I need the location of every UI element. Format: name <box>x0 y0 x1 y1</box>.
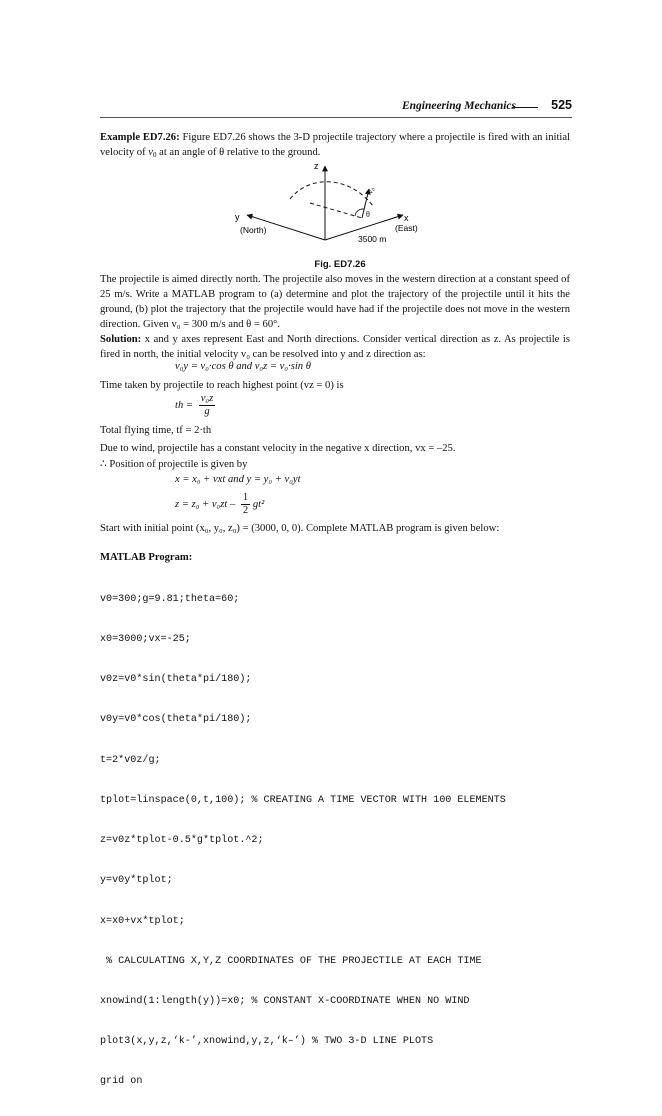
code-line: x=x0+vx*tplot; <box>100 915 185 927</box>
code-line: t=2*v0z/g; <box>100 754 161 766</box>
v0-subscript: 0 <box>152 151 157 159</box>
z-label: z <box>314 161 319 171</box>
solution-text: x and y axes represent East and North directions. Consider vertical direction as z. As projectile is fired in north, the initial velocity v₀ can be resolved into y and z direction as: <box>100 334 570 360</box>
theta-label: θ <box>366 210 370 219</box>
start-point-text: Start with initial point (x₀, y₀, z₀) = (3000, 0, 0). Complete MATLAB program is given below: <box>100 523 500 534</box>
position-equation-xy: x = x₀ + vxt and y = y₀ + v₀yt <box>175 474 301 485</box>
trajectory-figure <box>225 156 430 248</box>
code-line: v0y=v0*cos(theta*pi/180); <box>100 714 252 726</box>
code-line: % CALCULATING X,Y,Z COORDINATES OF THE PROJECTILE AT EACH TIME <box>100 955 482 967</box>
th-equation <box>175 393 215 418</box>
solution-label: Solution: <box>100 334 142 345</box>
v0-label: v₀ <box>365 186 376 195</box>
figure-caption: Fig. ED7.26 <box>314 259 366 270</box>
th-fraction <box>199 393 216 418</box>
half-numerator: 1 <box>242 492 249 503</box>
east-label: (East) <box>395 223 418 233</box>
th-numerator: v₀z <box>200 393 214 404</box>
position-equation-z <box>175 492 264 517</box>
example-intro-end: at an angle of θ relative to the ground. <box>159 147 321 158</box>
solution-paragraph <box>100 332 570 362</box>
code-line: y=v0y*tplot; <box>100 875 173 887</box>
wind-text: Due to wind, projectile has a constant velocity in the negative x direction, vx = –25. <box>100 443 456 454</box>
header-dash <box>512 107 538 108</box>
code-line: v0z=v0*sin(theta*pi/180); <box>100 674 252 686</box>
th-lhs: th = <box>175 399 194 411</box>
th-denominator: g <box>204 406 210 417</box>
total-time-text: Total flying time, tf = 2·th <box>100 425 212 436</box>
trajectory-path <box>290 182 376 206</box>
code-line: tplot=linspace(0,t,100); % CREATING A TIME VECTOR WITH 100 ELEMENTS <box>100 794 506 806</box>
z-eq-rhs: gt² <box>252 498 265 510</box>
resolve-equation: v₀y = v₀·cos θ and v₀z = v₀·sin θ <box>175 361 311 372</box>
code-line: grid on <box>100 1076 143 1088</box>
book-title: Engineering Mechanics <box>401 100 516 112</box>
code-line: x0=3000;vx=-25; <box>100 634 191 646</box>
position-text: ∴ Position of projectile is given by <box>100 459 248 470</box>
matlab-code <box>100 566 580 1116</box>
north-label: (North) <box>240 225 267 235</box>
code-line: xnowind(1:length(y))=x0; % CONSTANT X-COORDINATE WHEN NO WIND <box>100 996 470 1007</box>
y-label: y <box>235 212 240 222</box>
x-label: x <box>404 213 409 223</box>
v0-symbol: v <box>148 147 153 158</box>
ground-projection <box>310 203 362 218</box>
code-line: z=v0z*tplot-0.5*g*tplot.^2; <box>100 835 264 847</box>
code-line: v0=300;g=9.81;theta=60; <box>100 593 240 605</box>
running-header <box>100 98 572 118</box>
time-highest-text: Time taken by projectile to reach highest point (vz = 0) is <box>100 380 344 391</box>
z-eq-lhs: z = z₀ + v₀zt – <box>175 498 236 510</box>
example-label: Example ED7.26: <box>100 132 180 143</box>
page-number: 525 <box>551 98 572 112</box>
distance-label: 3500 m <box>358 234 387 244</box>
problem-statement: The projectile is aimed directly north. The projectile also moves in the western direction at a constant speed of 25 m/s. Write a MATLAB program to (a) determine and plot the trajectory of the projectile until it hits the ground, (b) plot the trajectory that the projectile would have had if the projectile does not move in the western direction. Given v₀ = 300 m/s and θ = 60°. <box>100 274 570 330</box>
example-intro: Figure ED7.26 shows the 3-D projectile trajectory where a projectile is fired with an initial velocity of <box>100 132 570 158</box>
header-rule <box>100 117 572 118</box>
program-heading: MATLAB Program: <box>100 552 193 563</box>
code-line: plot3(x,y,z,‘k-’,xnowind,y,z,‘k–’) % TWO 3-D LINE PLOTS <box>100 1036 434 1048</box>
half-denominator: 2 <box>242 505 249 516</box>
half-fraction <box>241 492 250 517</box>
